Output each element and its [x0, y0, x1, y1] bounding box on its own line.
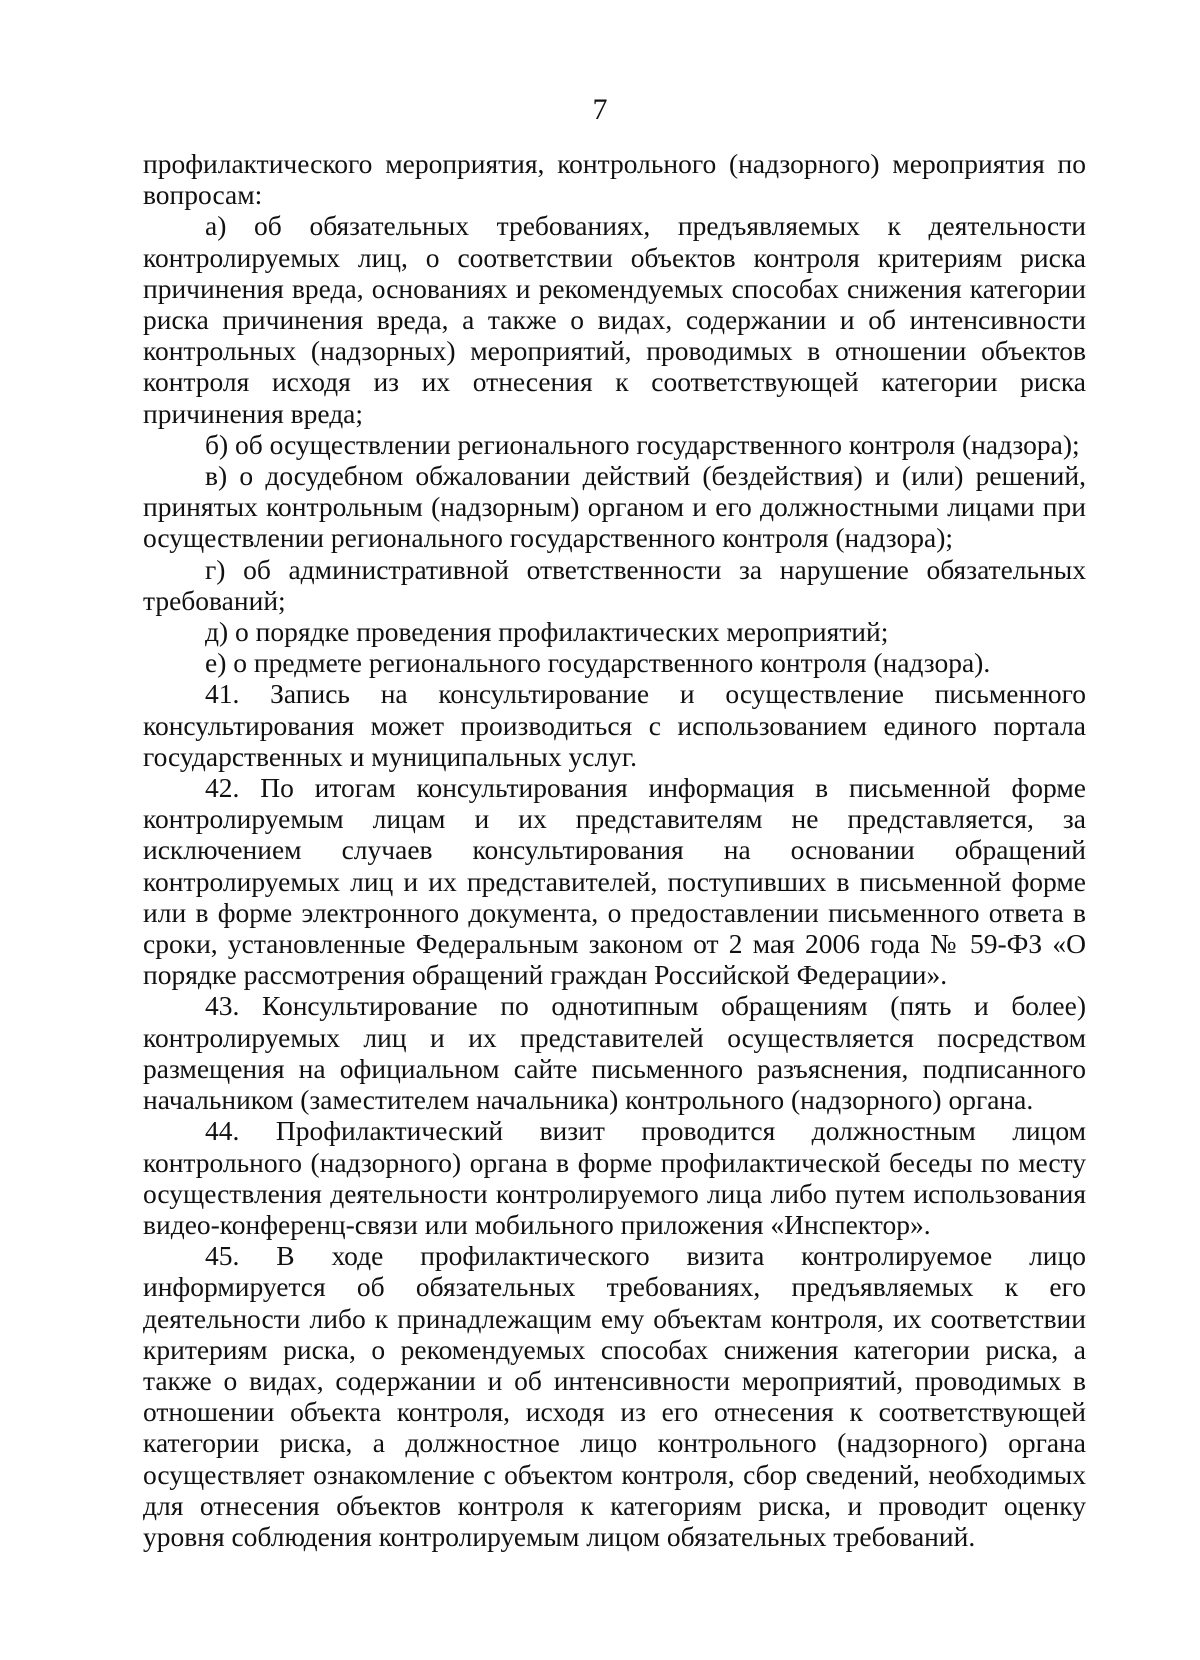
page-number: 7: [592, 93, 608, 126]
document-body: [143, 148, 1086, 1552]
paragraph-41: 41. Запись на консультирование и осуществление письменного консультирования может производиться с использованием единого портала государственных и муниципальных услуг.: [143, 678, 1086, 772]
paragraph-45: 45. В ходе профилактического визита контролируемое лицо информируется об обязательных требованиях, предъявляемых к его деятельности либо к принадлежащим ему объектам контроля, их соответствии критериям риска, о рекомендуемых способах снижения категории риска, а также о видах, содержании и об интенсивности мероприятий, проводимых в отношении объекта контроля, исходя из его отнесения к соответствующей категории риска, а должностное лицо контрольного (надзорного) органа осуществляет ознакомление с объектом контроля, сбор сведений, необходимых для отнесения объектов контроля к категориям риска, и проводит оценку уровня соблюдения контролируемым лицом обязательных требований.: [143, 1240, 1086, 1552]
paragraph-item-v: в) о досудебном обжаловании действий (бездействия) и (или) решений, принятых контрольным (надзорным) органом и его должностными лицами при осуществлении регионального государственного контроля (надзора);: [143, 460, 1086, 554]
paragraph-43: 43. Консультирование по однотипным обращениям (пять и более) контролируемых лиц и их представителей осуществляется посредством размещения на официальном сайте письменного разъяснения, подписанного начальником (заместителем начальника) контрольного (надзорного) органа.: [143, 990, 1086, 1116]
paragraph-item-g: г) об административной ответственности за нарушение обязательных требований;: [143, 553, 1086, 616]
paragraph-item-d: д) о порядке проведения профилактических мероприятий;: [205, 616, 889, 648]
paragraph-continuation: профилактического мероприятия, контрольного (надзорного) мероприятия по вопросам:: [143, 148, 1086, 211]
paragraph-44: 44. Профилактический визит проводится должностным лицом контрольного (надзорного) органа в форме профилактической беседы по месту осуществления деятельности контролируемого лица либо путем использования видео-конференц-связи или мобильного приложения «Инспектор».: [143, 1115, 1086, 1240]
paragraph-item-b: б) об осуществлении регионального государственного контроля (надзора);: [205, 428, 1080, 460]
paragraph-42: 42. По итогам консультирования информация в письменной форме контролируемым лицам и их представителям не представляется, за исключением случаев консультирования на основании обращений контролируемых лиц и их представителей, поступивших в письменной форме или в форме электронного документа, о предоставлении письменного ответа в сроки, установленные Федеральным законом от 2 мая 2006 года № 59-ФЗ «О порядке рассмотрения обращений граждан Российской Федерации».: [143, 772, 1086, 991]
paragraph-item-e: е) о предмете регионального государственного контроля (надзора).: [205, 647, 991, 679]
paragraph-item-a: а) об обязательных требованиях, предъявляемых к деятельности контролируемых лиц, о соответствии объектов контроля критериям риска причинения вреда, основаниях и рекомендуемых способах снижения категории риска причинения вреда, а также о видах, содержании и об интенсивности контрольных (надзорных) мероприятий, проводимых в отношении объектов контроля исходя из их отнесения к соответствующей категории риска причинения вреда;: [143, 210, 1086, 429]
